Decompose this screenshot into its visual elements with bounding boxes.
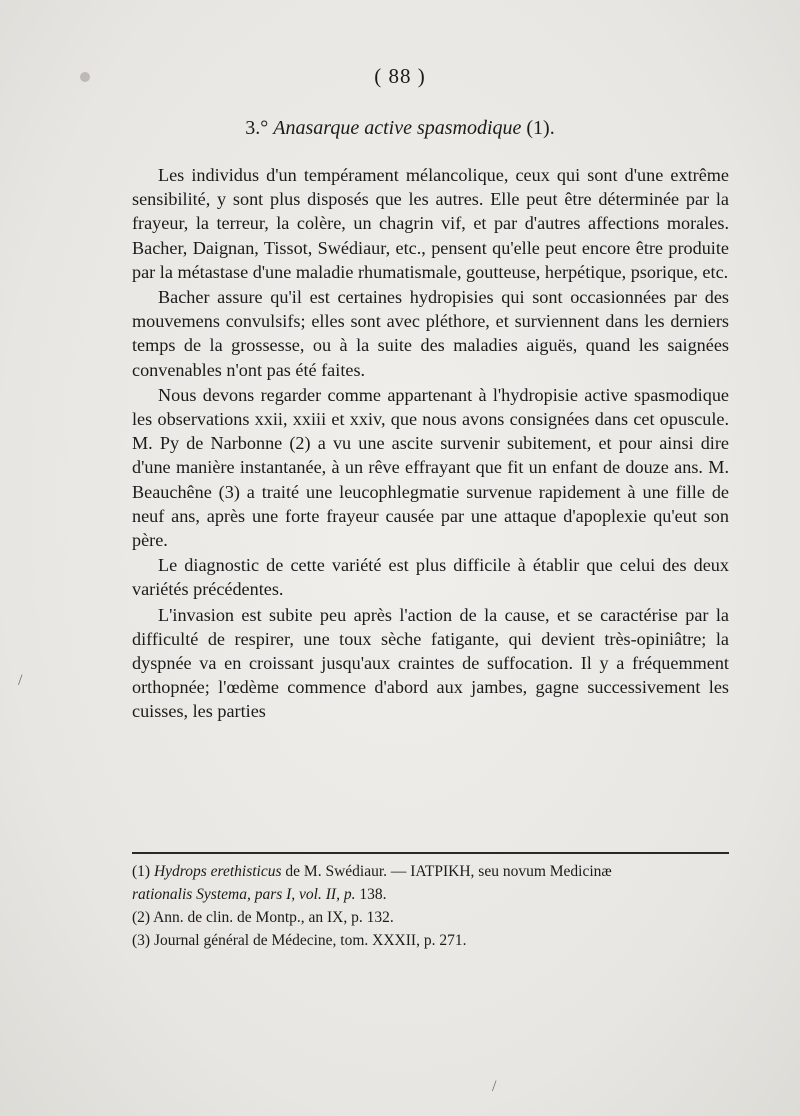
footnote-text: 138. (355, 886, 387, 903)
section-note-ref: (1). (521, 117, 555, 139)
footnote-italic: rationalis Systema, pars I, vol. II, p. (132, 886, 356, 903)
footnote-rule (132, 852, 729, 854)
paragraph: Nous devons regarder comme appartenant à l'hydropisie active spasmodique les observations xxii, xxiii et xxiv, que nous avons consignées dans cet opuscule. M. Py de Narbonne (2) a vu une ascite survenir subitement, et pour ainsi dire d'une manière instantanée, à un rêve effrayant que fit un enfant de douze ans. M. Beauchêne (3) a traité une leucophlegmatie survenue rapidement à une fille de neuf ans, après une forte frayeur causée par une attaque d'apoplexie qu'eut son père. (132, 384, 729, 551)
footnote (132, 929, 732, 952)
section-heading (0, 117, 800, 140)
footnote (132, 860, 732, 883)
paragraph: Bacher assure qu'il est certaines hydropisies qui sont occasionnées par des mouvemens convulsifs; elles sont avec pléthore, et surviennent dans les derniers temps de la grossesse, ou à la suite des maladies aiguës, quand les saignées convenables n'ont pas été faites. (132, 287, 729, 380)
margin-mark: / (18, 672, 23, 689)
section-number: 3.° (245, 117, 274, 139)
margin-mark: / (492, 1078, 497, 1095)
footnote-italic: Hydrops erethisticus (153, 863, 282, 880)
footnote-marker: (2) (132, 909, 154, 926)
paragraph: Les individus d'un tempérament mélancolique, ceux qui sont d'une extrême sensibilité, y sont plus disposés que les autres. Elle peut être déterminée par la frayeur, la terreur, la colère, un chagrin vif, et par d'autres affections morales. Bacher, Daignan, Tissot, Swédiaur, etc., pensent qu'elle peut encore être produite par la métastase d'une maladie rhumatismale, goutteuse, herpétique, psorique, etc. (132, 165, 729, 282)
footnote-text: Journal général de Médecine, tom. XXXII, p. 271. (153, 932, 467, 949)
footnote-marker: (1) (132, 863, 154, 880)
footnote (132, 906, 732, 929)
footnote-marker: (3) (132, 932, 154, 949)
footnote (132, 883, 732, 906)
section-title: Anasarque active spasmodique (273, 117, 522, 139)
footnote-text: de M. Swédiaur. — ΙΑΤΡΙΚΗ, seu novum Medicinæ (281, 863, 612, 880)
page-number: ( 88 ) (374, 64, 426, 88)
footnote-text: Ann. de clin. de Montp., an IX, p. 132. (153, 909, 394, 926)
paragraph: L'invasion est subite peu après l'action de la cause, et se caractérise par la difficulté de respirer, une toux sèche fatigante, qui devient très-opiniâtre; la dyspnée va en croissant jusqu'aux craintes de suffocation. Il y a fréquemment orthopnée; l'œdème commence d'abord aux jambes, gagne successivement les cuisses, les parties (132, 604, 729, 722)
body-text (132, 163, 729, 724)
footnotes (132, 860, 732, 952)
paragraph: Le diagnostic de cette variété est plus difficile à établir que celui des deux variétés précédentes. (132, 555, 729, 600)
